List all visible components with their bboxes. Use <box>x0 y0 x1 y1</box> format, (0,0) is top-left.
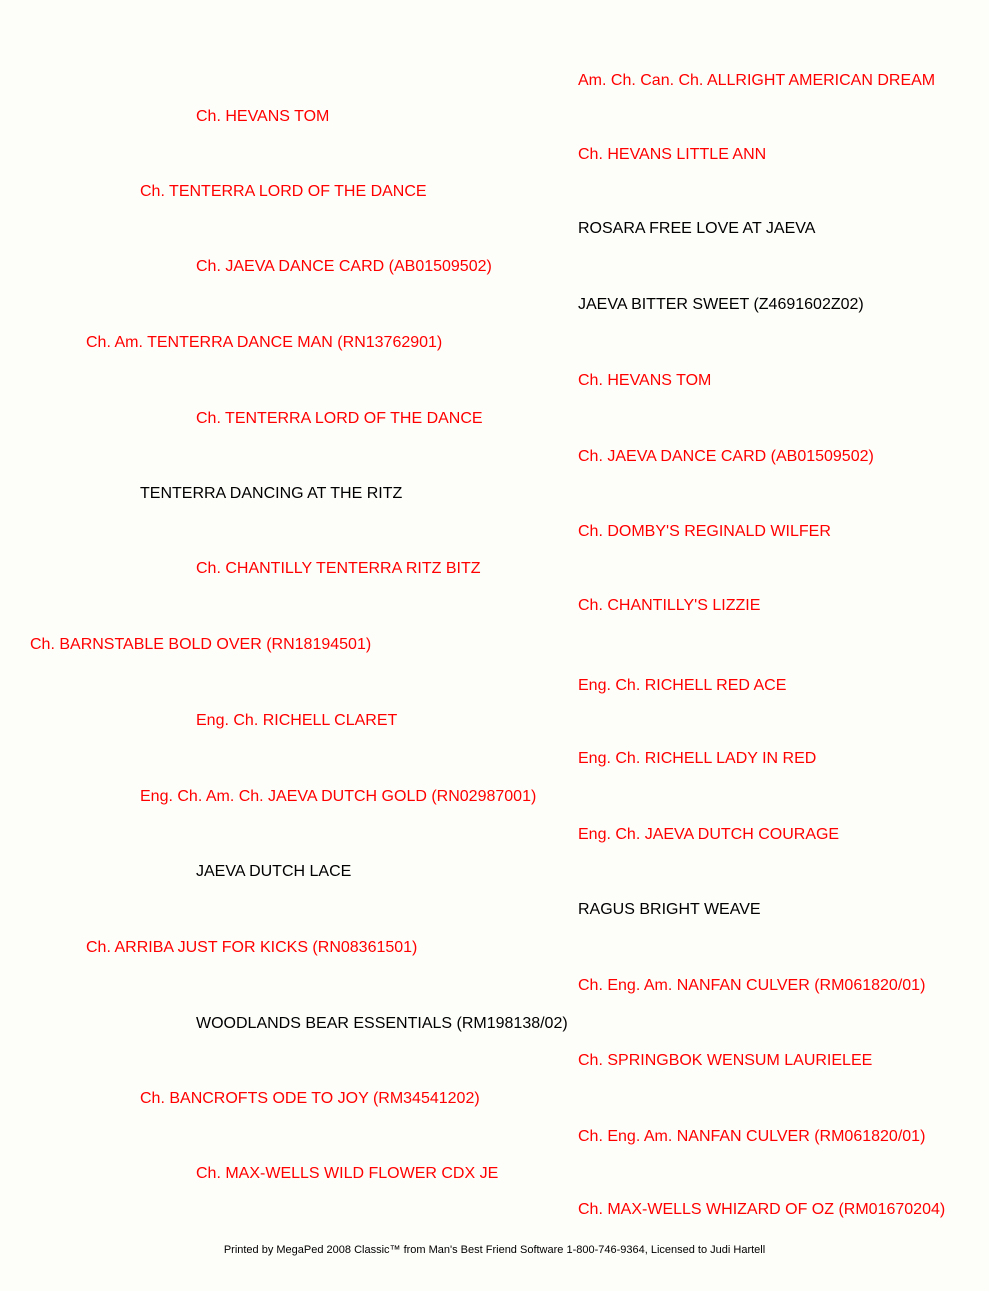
pedigree-entry: Ch. JAEVA DANCE CARD (AB01509502) <box>196 258 492 275</box>
pedigree-entry: Ch. HEVANS TOM <box>578 372 712 389</box>
pedigree-entry: Ch. CHANTILLY'S LIZZIE <box>578 597 761 614</box>
pedigree-entry: Eng. Ch. Am. Ch. JAEVA DUTCH GOLD (RN02987001) <box>140 788 537 805</box>
pedigree-entry: Ch. BARNSTABLE BOLD OVER (RN18194501) <box>30 636 372 653</box>
pedigree-entry: JAEVA BITTER SWEET (Z4691602Z02) <box>578 296 864 313</box>
pedigree-entry: Eng. Ch. JAEVA DUTCH COURAGE <box>578 826 840 843</box>
pedigree-entry: Ch. HEVANS TOM <box>196 108 330 125</box>
pedigree-entry: Ch. Eng. Am. NANFAN CULVER (RM061820/01) <box>578 977 926 994</box>
pedigree-entry: Eng. Ch. RICHELL LADY IN RED <box>578 750 817 767</box>
pedigree-entry: RAGUS BRIGHT WEAVE <box>578 901 761 918</box>
pedigree-entry: TENTERRA DANCING AT THE RITZ <box>140 485 403 502</box>
pedigree-entry: Ch. ARRIBA JUST FOR KICKS (RN08361501) <box>86 939 418 956</box>
pedigree-entry: ROSARA FREE LOVE AT JAEVA <box>578 220 816 237</box>
pedigree-entry: Ch. TENTERRA LORD OF THE DANCE <box>140 183 427 200</box>
pedigree-entry: Ch. CHANTILLY TENTERRA RITZ BITZ <box>196 560 481 577</box>
pedigree-entry: Ch. BANCROFTS ODE TO JOY (RM34541202) <box>140 1090 480 1107</box>
pedigree-entry: Am. Ch. Can. Ch. ALLRIGHT AMERICAN DREAM <box>578 72 936 89</box>
pedigree-entry: Ch. TENTERRA LORD OF THE DANCE <box>196 410 483 427</box>
pedigree-entry: Ch. MAX-WELLS WHIZARD OF OZ (RM01670204) <box>578 1201 946 1218</box>
pedigree-entry: Ch. MAX-WELLS WILD FLOWER CDX JE <box>196 1165 499 1182</box>
pedigree-entry: Eng. Ch. RICHELL CLARET <box>196 712 398 729</box>
printed-by-credit: Printed by MegaPed 2008 Classic™ from Man's Best Friend Software 1-800-746-9364, Licensed to Judi Hartell <box>223 1244 766 1256</box>
pedigree-entry: Eng. Ch. RICHELL RED ACE <box>578 677 787 694</box>
pedigree-entry: Ch. DOMBY'S REGINALD WILFER <box>578 523 831 540</box>
pedigree-entry: Ch. Am. TENTERRA DANCE MAN (RN13762901) <box>86 334 443 351</box>
pedigree-entry: Ch. JAEVA DANCE CARD (AB01509502) <box>578 448 874 465</box>
pedigree-entry: Ch. Eng. Am. NANFAN CULVER (RM061820/01) <box>578 1128 926 1145</box>
pedigree-entry: WOODLANDS BEAR ESSENTIALS (RM198138/02) <box>196 1015 568 1032</box>
pedigree-entry: Ch. HEVANS LITTLE ANN <box>578 146 767 163</box>
pedigree-entry: JAEVA DUTCH LACE <box>196 863 352 880</box>
pedigree-entry: Ch. SPRINGBOK WENSUM LAURIELEE <box>578 1052 873 1069</box>
